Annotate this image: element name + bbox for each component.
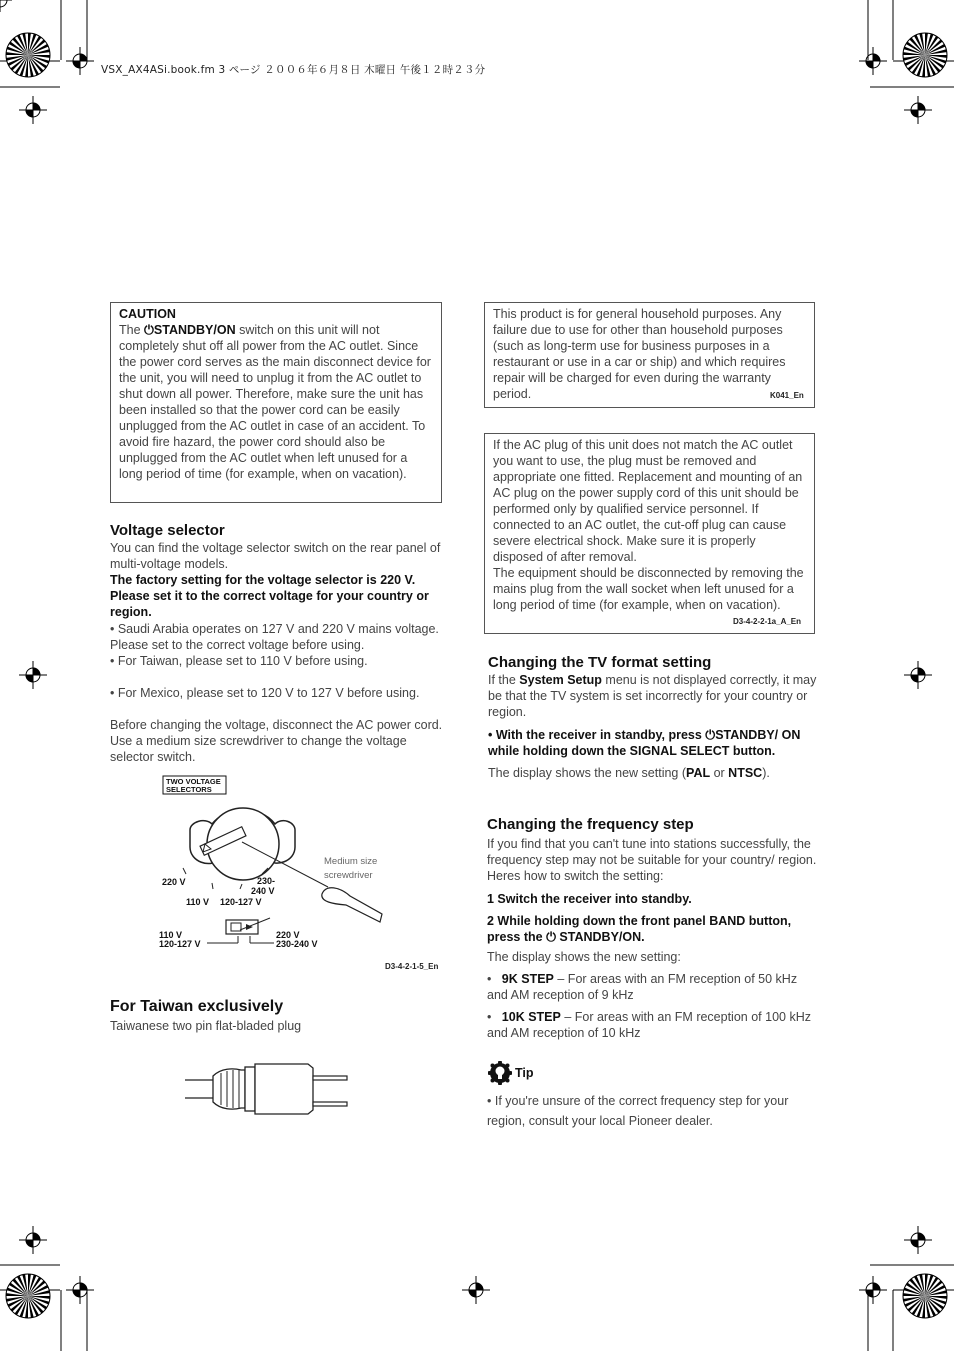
voltage-bullet-2: • For Taiwan, please set to 110 V before using. (110, 654, 368, 668)
voltage-intro: You can find the voltage selector switch on the rear panel of multi-voltage models. (110, 541, 441, 571)
taiwan-text: Taiwanese two pin flat-bladed plug (110, 1019, 302, 1033)
label-110v: 110 V (186, 897, 210, 907)
acplug-text2: The equipment should be disconnected by removing the mains plug from the wall socket when left unused for a long period of time (for example, when on vacation). (493, 566, 804, 612)
tip-icon (488, 1061, 512, 1085)
caution-box (110, 302, 442, 503)
freq-option-10k: • 10K STEP – For areas with an FM reception of 100 kHz and AM reception of 10 kHz (487, 1010, 811, 1040)
tvformat-heading: Changing the TV format setting (488, 654, 712, 671)
voltage-heading: Voltage selector (110, 522, 225, 539)
voltage-bold: The factory setting for the voltage selector is 220 V. Please set it to the correct voltage for your country or region. (110, 573, 429, 619)
freq-step-2: 2 While holding down the front panel BAND button, press the ⏻ STANDBY/ON. (487, 914, 792, 944)
freq-option-9k: • 9K STEP – For areas with an FM reception of 50 kHz and AM reception of 9 kHz (487, 972, 798, 1002)
tvformat-intro: If the System Setup menu is not displayed correctly, it may be that the TV system is set incorrectly for your country or region. (488, 673, 817, 719)
switch-label-r2: 230-240 V (276, 939, 318, 949)
tvformat-step: • With the receiver in standby, press ⏻STANDBY/ ON while holding down the SIGNAL SELECT button. (488, 728, 801, 758)
switch-label-l2: 120-127 V (159, 939, 201, 949)
screwdriver-label-1: Medium size (324, 856, 378, 867)
freq-result: The display shows the new setting: (487, 950, 681, 964)
file-header: VSX_AX4ASi.book.fm 3 ページ ２００６年６月８日 木曜日 午後１２時２３分 (101, 64, 486, 76)
voltage-before: Before changing the voltage, disconnect the AC power cord. Use a medium size screwdriver to change the voltage selector switch. (110, 718, 443, 764)
acplug-box (484, 433, 815, 634)
diagram-tag-1: TWO VOLTAGE (166, 777, 221, 786)
freq-step-1: 1 Switch the receiver into standby. (487, 892, 692, 906)
screwdriver-label-2: screwdriver (324, 870, 373, 881)
voltage-selector-diagram (150, 772, 450, 972)
switch-label-l1: 110 V (159, 930, 183, 940)
taiwan-heading: For Taiwan exclusively (110, 998, 284, 1015)
power-icon: ⏻ (546, 930, 556, 944)
label-220v: 220 V (162, 877, 186, 887)
caution-text: The ⏻STANDBY/ON switch on this unit will not completely shut off all power from the AC outlet. Since the power cord serves as the main disconnect device for the unit, you will need to unplug it from the AC outlet to shut down all power. Therefore, make sure the unit has been installed so that the power cord can be easily unplugged from the AC outlet in case of an accident. To avoid fire hazard, the power cord should also be unplugged from the AC outlet when left unused for a long period of time (for example, when on vacation). (119, 323, 431, 481)
taiwan-plug-illustration (183, 1058, 363, 1128)
acplug-code: D3-4-2-2-1a_A_En (733, 617, 802, 626)
caution-title: CAUTION (119, 307, 176, 321)
voltage-bullet-1: • Saudi Arabia operates on 127 V and 220 V mains voltage. Please set to the correct voltage before using. (110, 622, 439, 652)
acplug-text1: If the AC plug of this unit does not match the AC outlet you want to use, the plug must be removed and appropriate one fitted. Replacement and mounting of an AC plug on the power supply cord of this unit should be performed only by qualified service personnel. If connected to an AC outlet, the cut-off plug can cause severe electrical shock. Make sure it is properly disposed of after removal. (493, 438, 803, 564)
freq-heading: Changing the frequency step (487, 816, 694, 833)
voltage-bullet-3: • For Mexico, please set to 120 V to 127 V before using. (110, 686, 420, 700)
tip-label: Tip (515, 1066, 534, 1080)
switch-label-r1: 220 V (276, 930, 300, 940)
label-120v: 120-127 V (220, 897, 262, 907)
power-icon: ⏻ (705, 728, 716, 742)
freq-intro: If you find that you can't tune into stations successfully, the frequency step may not be suitable for your country/ region. Heres how to switch the setting: (487, 837, 817, 883)
tip-text: • If you're unsure of the correct frequency step for your region, consult your local Pioneer dealer. (487, 1094, 789, 1128)
power-icon: ⏻ (144, 323, 154, 337)
household-code: K041_En (770, 391, 804, 400)
household-box (484, 302, 815, 408)
label-230a: 230- (257, 876, 276, 886)
label-230b: 240 V (251, 886, 275, 896)
diagram-tag-2: SELECTORS (166, 785, 212, 794)
tvformat-result: The display shows the new setting (PAL or NTSC). (488, 766, 770, 780)
voltage-diagram-code: D3-4-2-1-5_En (385, 962, 439, 971)
household-text: This product is for general household purposes. Any failure due to use for other than household purposes (such as long-term use for business purposes in a restaurant or use in a car or ship) and which requires repair will be charged for even during the warranty period. (493, 307, 786, 401)
